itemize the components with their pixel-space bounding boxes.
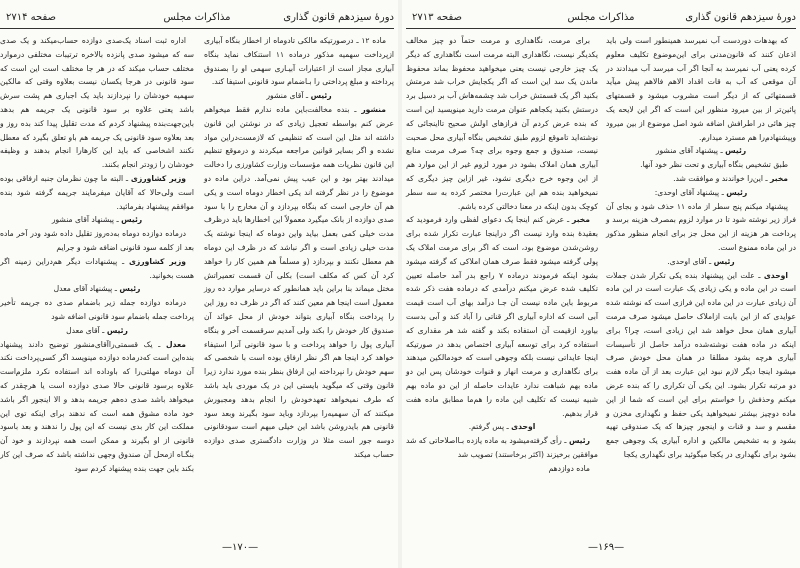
header-title: مذاکرات مجلس (567, 12, 635, 23)
speaker-name: معدل (166, 339, 186, 349)
speech-paragraph (606, 172, 796, 186)
speaker-dash: ـ (706, 256, 714, 266)
text-column-left (406, 34, 598, 476)
text-paragraph (406, 462, 598, 476)
speaker-dash: ـ (762, 173, 770, 183)
speaker-dash: ـ (117, 256, 129, 266)
speaker-name: مخبر (571, 215, 590, 225)
paragraph-text: ماده ۱۲ ـ درصورتیکه مالکی تادوماه از اخطار بنگاه آبیاری ازپرداخت سهمیه مذکور درماده ۱۱ استنکاف نماید بنگاه آبیاری مجاز است از اعتبارات آبیـاری سهمی او را بصندوق پرداخته و مبلغ پرداختی را بـاضمام سود قانونی استیفا کند. (204, 36, 395, 87)
paragraph-text: طبق تشخیص بنگاه آبیاری و تحت نظر خود آنها. (640, 160, 788, 170)
speaker-name: وزیر کشاورزی (130, 173, 186, 183)
text-column-left (0, 34, 194, 476)
paragraph-text: بنده مخالفت‌باین ماده ندارم فقط میخواهم عرض کنم بواسطه تعجیل زیادی که در نوشتن این قانون داشته اند مثل این است که تنظیمی که لازمست‌دراین مواد نشده و اگر بسایر قوانین مراجعه میکردند و درموقع تنظیم این قانون نظریات همه مؤسسات وزارت کشاورزی را دخالت میدادند بهتر بود و این عیب پیش نمی‌آمد. دراین ماده دو موضوع را در نظر گرفته اند یکی اخطار دوماه است و یکی هم آن خارجی است که بنگاه بپردازد و آن مخارج را با سود صدی دوازده از بانک میگیرد معمولاً این اخطارها باید درظرف مدت خیلی کمی بعمل بیاید واین دوماه که اینجا نوشته یک مدت خیلی زیادی است و اگر نباشد که در ظرف این دوماه هم معطل نکنند و بپردازد (و مسلماً هم همین کار را خواهد کرد آن کس که مکلف است) بکلی آن قسمت تعمیراتش مختل میماند بنا براین باید همانطور که درسایر موارد ده روز معمول است اینجا هم معین کنند که اگر در ظرف ده روز این را پرداخت بنگاه آبیاری بتواند خودش از محل عوائد آن صندوق کار خودش را بکند ولی آمدیم سرقسمت آخر و بنگاه آبیاری پول را خواهد پرداخت و با سود قانونی آنرا استیفاء خواهد کرد اینجا هم اگر نظر ارفاق بوده است با شخصی که سهم خودش را نپرداخته این ارفاق بنظر بنده مورد ندارد زیرا قانون وقتی که میگوید بایستی این در یک موردی باید باشد که طرف نمیخواهد تعهدخودش را انجام بدهد ومجبورش میکنند که آن سهمیه‌را بپردازد وباید سود بگیرند وبعد سود قانونی هم بایدروشن باشد این خیلی مبهم است سودقانونی دوسه جور است مثلا در وزارت دادگستری صدی دوازده حساب میکند (204, 104, 394, 459)
speech-paragraph (606, 269, 796, 462)
text-paragraph (0, 227, 194, 255)
paragraph-text: علت این پیشنهاد بنده یکی تکرار شدن جملات است در این ماده و یکی زیادی یک عبارت است در این ماده آن زیادی عبارت در این ماده این فرازی است که نوشته شده عوایدی که از این بابت ازاملاک حاصل میشود صرف مرمت آبیاری همان محل خواهد شد این زیادی است، چرا؟ برای اینکه در ماده هفت نوشته‌شده درآمد حاصل از تأسیسات آبیاری هرچه بشود مطلقا در همان محل خودش صرف میشود اینجا دیگر لازم نبود این عبارت بعد از آن ماده هفت دو مرتبه تکرار بشود. این یکی آن تکراری را که بنده عرض میکنم وحذفش را خواستم برای این است که شما از این ماده دوچیز بیشتر نمیخواهید یکی حفظ و نگهداری مخزن و مقسم و سد و قنات و اینجور چیزها که یک صندوقی تهیه بشود و به تشخیص مالکین و اداره آبیاری یک وجوهی جمع بشود برای نگهداری در یکجا میگوئید برای نگهداری یکجا (606, 270, 796, 459)
speech-paragraph (0, 338, 194, 476)
paragraph-text: برای مرمت، نگاهداری و مرمت حتماً دو چیز مخالف یکدیگر نیست، نگاهداری البته مرمت است نگاهداری که دیگر یک چیز خارجی نیست یعنی میخواهید محفوظ بماند محفوظ ماندن یک سد این است که اگر یکجایش خراب شد مرمتش بکنید اگر یک قسمتش خراب شد چشمه‌هاش آب بر دسیل برد درستش بکنید یکجاهم عنوان مرمت دارید مینویسید این است که بنده عرض کردم آن فرازهای اولش صحیح تااینجائی که نوشته‌اید تاموقع لزوم طبق تشخیص بنگاه آبیاری محل صحبت نیست، صندوق و جمع وجوه برای چه؟ صرف مرمت منابع آبیاری همان املاک بشود در مورد لزوم غیر از این موارد هم از این وجوه خرج دیگری نشود، غیر ازاین چیز دیگری که نمیخواهید بنده هم این عبارت‌را مختصر کرده به سه سطر کوچک بدون اینکه در معنا دخالتی کرده باشم. (406, 36, 598, 211)
speaker-name: وزیر کشاورزی (128, 256, 186, 266)
text-paragraph (606, 34, 796, 144)
text-paragraph (606, 200, 796, 255)
text-paragraph (606, 158, 796, 172)
speaker-name: رئیس (713, 256, 735, 266)
speech-paragraph (0, 213, 194, 227)
paragraph-text: آقای معدل (66, 325, 100, 335)
speaker-name: رئیس (568, 436, 590, 446)
speech-paragraph (606, 255, 796, 269)
speech-paragraph (406, 434, 598, 462)
speech-paragraph (0, 255, 194, 283)
page-header (0, 8, 394, 29)
speaker-name: رئیس (119, 284, 141, 294)
speech-paragraph (0, 282, 194, 296)
speaker-dash: ـ (152, 339, 167, 349)
paragraph-text: ماده دوازدهم (548, 463, 590, 473)
speaker-name: اوحدی (763, 270, 788, 280)
header-title: مذاکرات مجلس (163, 12, 231, 23)
header-page-number: صفحه ۲۷۱۴ (6, 12, 57, 23)
paragraph-text: پیشنهاد آقای اوحدی: (654, 187, 720, 197)
speaker-dash: ـ (504, 422, 512, 432)
paragraph-text: که بهدهات دوردست آب نمیرسد همینطور است ولی باید اذعان کنند که قانون‌مدنی برای این‌موضوع تکلیف معلوم کرده یعنی آب نمیرسد به آنجا اگر آب میرسد آب میدادند در آن موقعی که آب به قات اقداد الاهم فالاهم پیش میآید قسمتهائی که از دیگر است مشروب میشود و قسمتهای پائین‌تر از بین میرود منظور این است که اگر این لایحه یک چیز هائی در اطرافش اضافه شود اصل موضوع از بین میرود وپیشنهادم‌را هم مسترد میدارم. (606, 36, 796, 142)
paragraph-text: پیشنهادات دیگر هم‌دراین زمینه اگر هست بخوانید. (0, 256, 194, 280)
speaker-name: اوحدی (511, 422, 536, 432)
text-paragraph (204, 34, 394, 89)
speech-paragraph (606, 144, 796, 158)
speaker-dash: ـ (114, 215, 122, 225)
page-2713 (402, 0, 800, 568)
paragraph-text: پیشنهاد آقای معدل (53, 284, 113, 294)
text-paragraph (406, 34, 598, 213)
page-footer-number: —۱۶۹— (588, 542, 625, 553)
text-paragraph (0, 296, 194, 324)
paragraph-text: درماده دوازده دوماه به‌ده‌روز تقلیل داده شود ودر آخر ماده بعد از کلمه سود قانونی اضافه شود و جرایم (0, 229, 194, 252)
speaker-name: رئیس (726, 187, 748, 197)
speaker-dash: ـ (564, 215, 572, 225)
header-page-number: صفحه ۲۷۱۳ (412, 12, 463, 23)
header-period: دورهٔ سیزدهم قانون گذاری (283, 12, 394, 23)
speaker-name: مخبر (770, 173, 788, 183)
paragraph-text: این‌را خواندند و موافقت شد. (673, 173, 763, 183)
speaker-dash: ـ (349, 104, 362, 114)
speaker-name: رئیس (121, 215, 143, 225)
speaker-dash: ـ (123, 173, 131, 183)
paragraph-text: پیشنهاد میکنم پنج سطر از ماده ۱۱ حذف شود و بجای آن فراز زیر نوشته شود تا در موارد لزوم بمصرف هزینه برسد و پرداخت هر هزینه از این محل جز برای انجام منظور مذکور در این ماده ممنوع است. (606, 201, 796, 252)
speech-paragraph (406, 420, 598, 434)
speech-paragraph (0, 172, 194, 213)
speaker-dash: ـ (561, 436, 569, 446)
speaker-dash: ـ (112, 284, 120, 294)
paragraph-text: یک قسمتی‌راآقای‌منشور توضیح دادند پیشنهاد بنده‌این است که‌درماده دوازده مینویسد اگر کسی‌پرداخت نکند آن دوماه مهلتی‌را که باوداده اند استفاده نکرد ملزم‌است علاوه برسود قانونی حالا صدی دوازده است یا هرچقدر که میخواهد باشد صدی ده‌هم جریمه بدهد و الا اینجور اگر باشد خود ماده مشوق همه است که‌ ندهند برای اینکه توی این مملکت این کار بدی نیست که این پول را ندهند و بعد باسود قانونی از او بگیرند و ممکن است همه نپردازند و خود آن بنگـاه ازمحل آن صندوق وجهی نداشته باشد که صرف این کار بکند باین جهت بنده پیشنهاد کردم سود (0, 339, 194, 473)
paragraph-text: درماده دوازده جمله زیر باضمام صدی ده جریمه تأخیر پرداخت جمله باضمام سود قانونی اضافه شود (0, 298, 194, 321)
paragraph-text: البته ما چون نظرمان جنبه ارفاقی بوده است ولی‌حالا که آقایان میفرمایند جریمه گرفته شود بنده موافقم پیشنهاد بفرمائید. (0, 173, 194, 211)
speaker-name: رئیس (106, 325, 128, 335)
paragraph-text: آقای اوحدی. (667, 256, 707, 266)
text-column-right (606, 34, 796, 462)
paragraph-text: رأی گرفته‌میشود به ماده یازده بـااصلاحاتی که شد موافقین برخیزند (اکثر برخاستند) تصویب شد (406, 436, 598, 459)
paragraph-text: اداره ثبت اسناد یک‌صدی دوازده حساب‌میکند و یک صدی سه که میشود صدی پانزده بالاخره ترتیبات مختلفی درموارد مختلف حساب میکند که در هر جا مختلف است این است که سود قانونی در هرجا یکسان نیست بعلاوه وقتی که مالکین سهمیه خودشان را نپردازند باید یک اجباری هم پشت سرش باشد یعنی علاوه بر سود قانونی یک جریمه هم بدهد باین‌جهت‌بنده پیشنهاد کردم که مدت تقلیل پیدا کند بده روز و بعد بعلاوه سود قانونی یک جریمه هم باو تعلق بگیرد که معطل نکنند اشخاصی که باید این کارهارا انجام بدهند و وظیفه خودشان را زودتر انجام بکنند. (0, 36, 194, 170)
speaker-name: رئیس (725, 146, 747, 156)
text-column-right (204, 34, 394, 462)
speaker-dash: ـ (754, 270, 764, 280)
speaker-dash: ـ (719, 187, 727, 197)
speech-paragraph (406, 213, 598, 420)
speaker-dash: ـ (718, 146, 726, 156)
paragraph-text: آقای منشور (266, 91, 304, 101)
text-paragraph (0, 34, 194, 172)
paragraph-text: پیشنهاد آقای منشور (655, 146, 719, 156)
page-header (406, 8, 796, 29)
speaker-dash: ـ (99, 325, 107, 335)
page-2714 (0, 0, 398, 568)
page-footer-number: —۱۷۰— (222, 542, 259, 553)
paragraph-text: عرض کنم اینجا یک دعوای لفظی وارد فرمودید که بعقیدهٔ بنده وارد نیست اگر دراینجا عبارت تکرار شده برای روشن‌شدن موضوع بود، است که اگر برای مرمت املاک یک پولی گرفته میشود فقط صرف همان املاکی که گرفته میشود بشود اینکه فرمودند درماده ۷ راجع بدر آمد حاصله تعیین تکلیف شده عرض میکنم درآمدی که درماده هفت ذکر شده مربوط باین ماده نیست آن جـا درآمد بهای آب است قیمت آبی است که اداره آبیاری اگر قناتی را آباد کند و آبی بدست بیاورد ازقیمت آن استفاده بکند و گفته شد هر مقداری که استفاده کرد برای توسعه آبیاری اختصاص بدهد در صورتیکه اینجا عایداتی نیست بلکه وجوهی است که خودمالکین میدهند برای نگاهداری و مرمت انهار و قنوات خودشان پس این دو ماده بهم شباهت ندارد عایدات حاصله از این دو ماده بهم شبیه نیست که تکلیف این ماده را هم‌ما مطابق ماده هفت قرار بدهیم. (406, 215, 598, 418)
speech-paragraph (204, 89, 394, 103)
speaker-name: رئیس (310, 91, 332, 101)
speech-paragraph (0, 324, 194, 338)
speaker-name: منشور (361, 104, 386, 114)
header-period: دورهٔ سیزدهم قانون گذاری (685, 12, 796, 23)
speaker-dash: ـ (303, 91, 311, 101)
paragraph-text: پیشنهاد آقای منشور (51, 215, 115, 225)
speech-paragraph (204, 103, 394, 462)
speech-paragraph (606, 186, 796, 200)
paragraph-text: پس گرفتم. (468, 422, 505, 432)
